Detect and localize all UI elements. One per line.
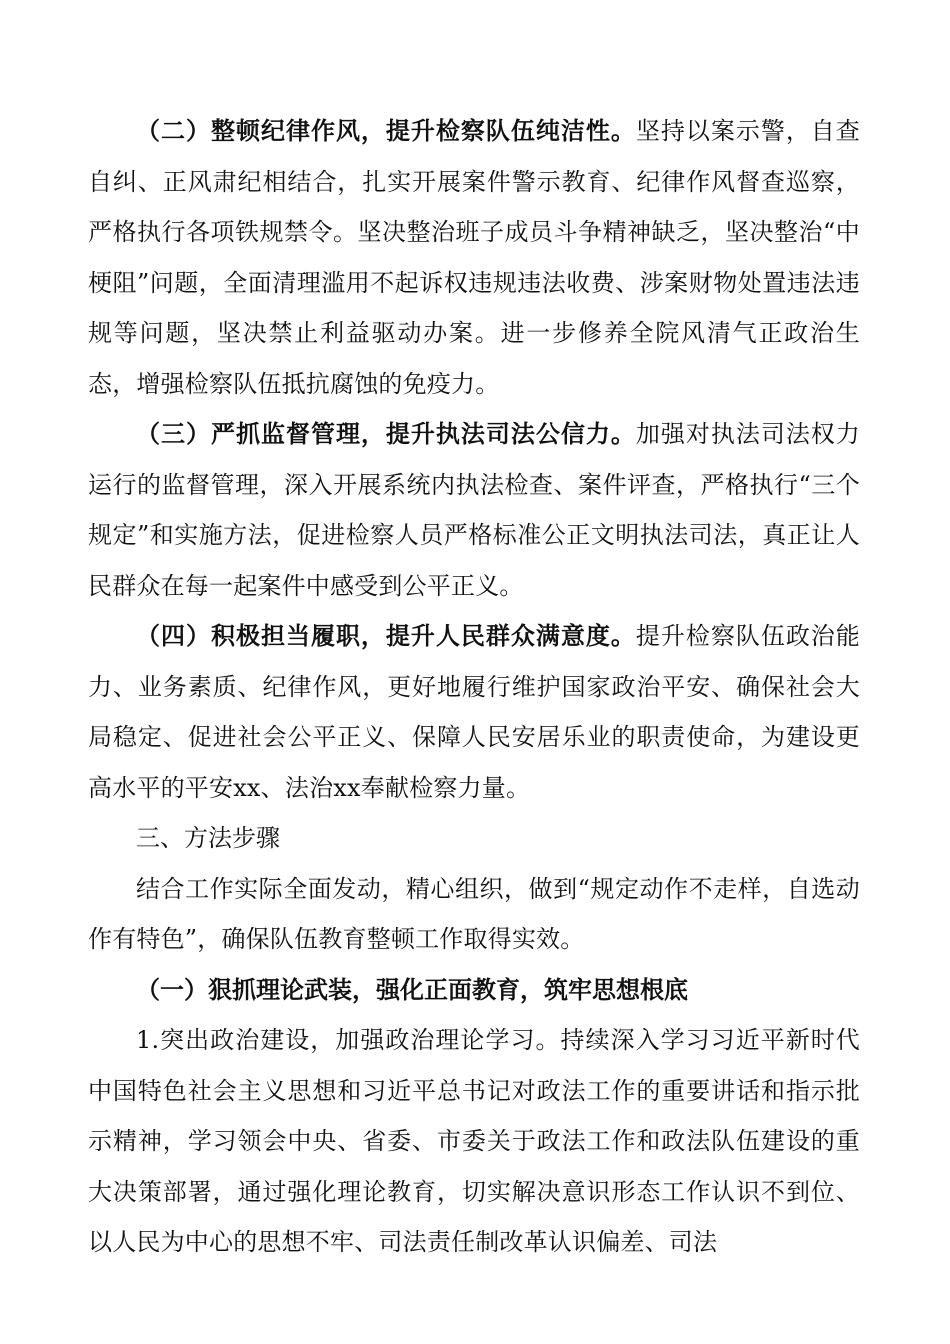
section-supervision xyxy=(88,409,860,611)
section-duty xyxy=(88,611,860,813)
section-duty-text: 提升检察队伍政治能力、业务素质、纪律作风，更好地履行维护国家政治平安、确保社会大局稳定、促进社会公平正义、保障人民安居乐业的职责使命，为建设更高水平的平安xx、法治xx奉献检察力量。 xyxy=(88,622,860,802)
heading-methods: 三、方法步骤 xyxy=(136,824,280,852)
sub-heading-theory: （一）狠抓理论武装，强化正面教育，筑牢思想根底 xyxy=(136,974,688,1004)
section-duty-lead: （四）积极担当履职，提升人民群众满意度。 xyxy=(136,621,636,650)
methods-intro: 结合工作实际全面发动，精心组织，做到“规定动作不走样，自选动作有特色”，确保队伍教育整顿工作取得实效。 xyxy=(88,874,860,953)
section-supervision-lead: （三）严抓监督管理，提升执法司法公信力。 xyxy=(136,419,636,448)
item-political-building: 1.突出政治建设，加强政治理论学习。持续深入学习习近平新时代中国特色社会主义思想和习近平总书记对政法工作的重要讲话和指示批示精神，学习领会中央、省委、市委关于政法工作和政法队伍建设的重大决策部署，通过强化理论教育，切实解决意识形态工作认识不到位、以人民为中心的思想不牢、司法责任制改革认识偏差、司法 xyxy=(88,1026,860,1256)
document-page xyxy=(88,106,860,1268)
section-discipline-text: 坚持以案示警，自查自纠、正风肃纪相结合，扎实开展案件警示教育、纪律作风督查巡察，严格执行各项铁规禁令。坚决整治班子成员斗争精神缺乏，坚决整治“中梗阻”问题，全面清理滥用不起诉权违规违法收费、涉案财物处置违法违规等问题，坚决禁止利益驱动办案。进一步修养全院风清气正政治生态，增强检察队伍抵抗腐蚀的免疫力。 xyxy=(88,117,860,398)
section-supervision-text: 加强对执法司法权力运行的监督管理，深入开展系统内执法检查、案件评查，严格执行“三个规定”和实施方法，促进检察人员严格标准公正文明执法司法，真正让人民群众在每一起案件中感受到公平正义。 xyxy=(88,420,860,600)
section-discipline-lead: （二）整顿纪律作风，提升检察队伍纯洁性。 xyxy=(136,116,636,145)
section-discipline xyxy=(88,106,860,409)
